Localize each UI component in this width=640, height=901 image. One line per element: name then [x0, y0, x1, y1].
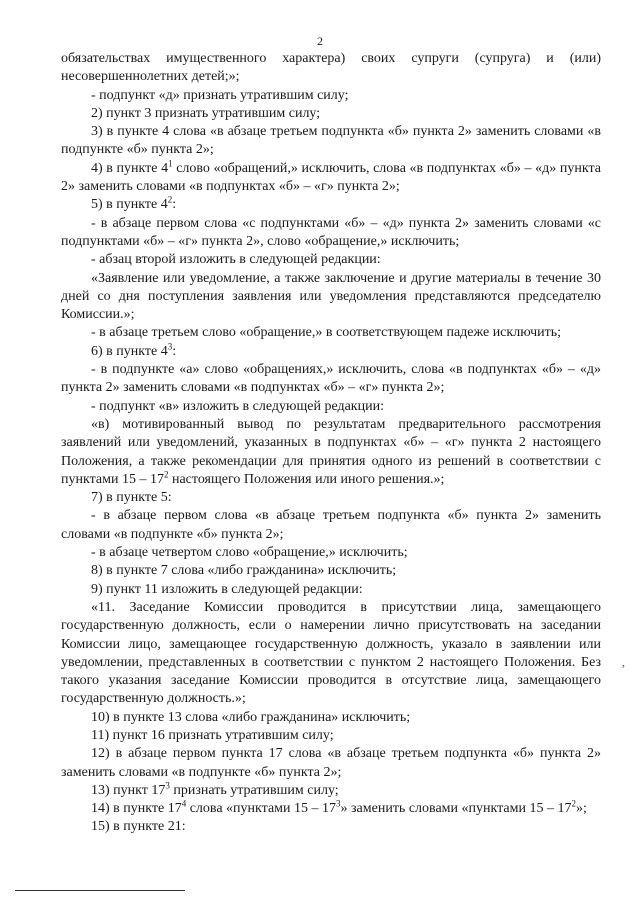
paragraph: - в абзаце третьем слово «обращение,» в соответствующем падеже исключить;: [91, 325, 562, 341]
paragraph: - в абзаце четвертом слово «обращение,» исключить;: [91, 545, 408, 561]
footnote-divider: [15, 890, 185, 891]
paragraph: 3) в пункте 4 слова «в абзаце третьем подпункта «б» пункта 2» заменить словами «в подпункте «б» пункта 2»;: [61, 124, 601, 158]
paragraph: 7) в пункте 5:: [91, 490, 172, 506]
paragraph: 6) в пункте $4^3$:: [91, 341, 177, 359]
paragraph: 8) в пункте 7 слова «либо гражданина» исключить;: [91, 563, 397, 579]
paragraph: - в подпункте «а» слово «обращениях,» исключить, слова «в подпунктах «б» – «д» пункта 2» заменить словами «в подпунктах «б» – «г» пункта 2»;: [61, 362, 601, 396]
paragraph: 14) в пункте $17^4$ слова «пунктами $15 - 17^3$» заменить словами «пунктами $15 - 17^2$»;: [91, 798, 587, 817]
document-body: [61, 50, 601, 837]
paragraph: 10) в пункте 13 слова «либо гражданина» исключить;: [91, 709, 411, 725]
paragraph: - в абзаце первом слова «с подпунктами «б» – «д» пункта 2» заменить словами «с подпунктами «б» – «г» пункта 2», слово «обращение,» исключить;: [61, 215, 601, 249]
paragraph: 13) пункт $17^3$ признать утратившим силу;: [91, 780, 339, 798]
paragraph: 2) пункт 3 признать утратившим силу;: [91, 105, 321, 121]
paragraph: 15) в пункте 21:: [91, 819, 186, 835]
page-number: 2: [317, 34, 323, 48]
paragraph: «11. Заседание Комиссии проводится в присутствии лица, замещающего государственную должность, если о намерении лично присутствовать на заседании Комиссии лицо, замещающее государственную должность, указало в заявлении или уведомлении, представленных в соответствии с пунктом 2 настоящего Положения. Без такого указания заседание Комиссии проводится в отсутствие лица, замещающего государственную должность.»;: [61, 599, 601, 707]
paragraph: 11) пункт 16 признать утратившим силу;: [91, 727, 334, 743]
paragraph: 9) пункт 11 изложить в следующей редакции:: [91, 581, 363, 597]
paragraph: - абзац второй изложить в следующей редакции:: [91, 252, 381, 268]
paragraph: - в абзаце первом слова «в абзаце третьем подпункта «б» пункта 2» заменить словами «в подпункте «б» пункта 2»;: [61, 508, 601, 542]
paragraph: 4) в пункте $4^1$ слово «обращений,» исключить, слова «в подпунктах «б» – «д» пункта 2» заменить словами «в подпунктах «б» – «г» пункта 2»;: [61, 158, 601, 195]
paragraph: 12) в абзаце первом пункта 17 слова «в абзаце третьем подпункта «б» пункта 2» заменить словами «в подпункте «б» пункта 2»;: [61, 746, 601, 780]
scan-mark: ,: [622, 655, 625, 669]
paragraph: - подпункт «в» изложить в следующей редакции:: [91, 398, 384, 414]
paragraph: «в) мотивированный вывод по результатам предварительного рассмотрения заявлений или уведомлений, указанных в подпунктах «б» – «г» пункта 2 настоящего Положения, а также рекомендации для принятия одного из решений в соответствии с пунктами $15 - 17^2$ настоящего Положения или иного решения.»;: [61, 416, 601, 487]
paragraph: «Заявление или уведомление, а также заключение и другие материалы в течение 30 дней со дня поступления заявления или уведомления представляются председателю Комиссии.»;: [61, 270, 601, 323]
paragraph: 5) в пункте $4^2$:: [91, 194, 177, 213]
paragraph: - подпункт «д» признать утратившим силу;: [91, 87, 349, 103]
paragraph: обязательствах имущественного характера) своих супруги (супруга) и (или) несовершеннолетних детей;»;: [61, 51, 601, 85]
